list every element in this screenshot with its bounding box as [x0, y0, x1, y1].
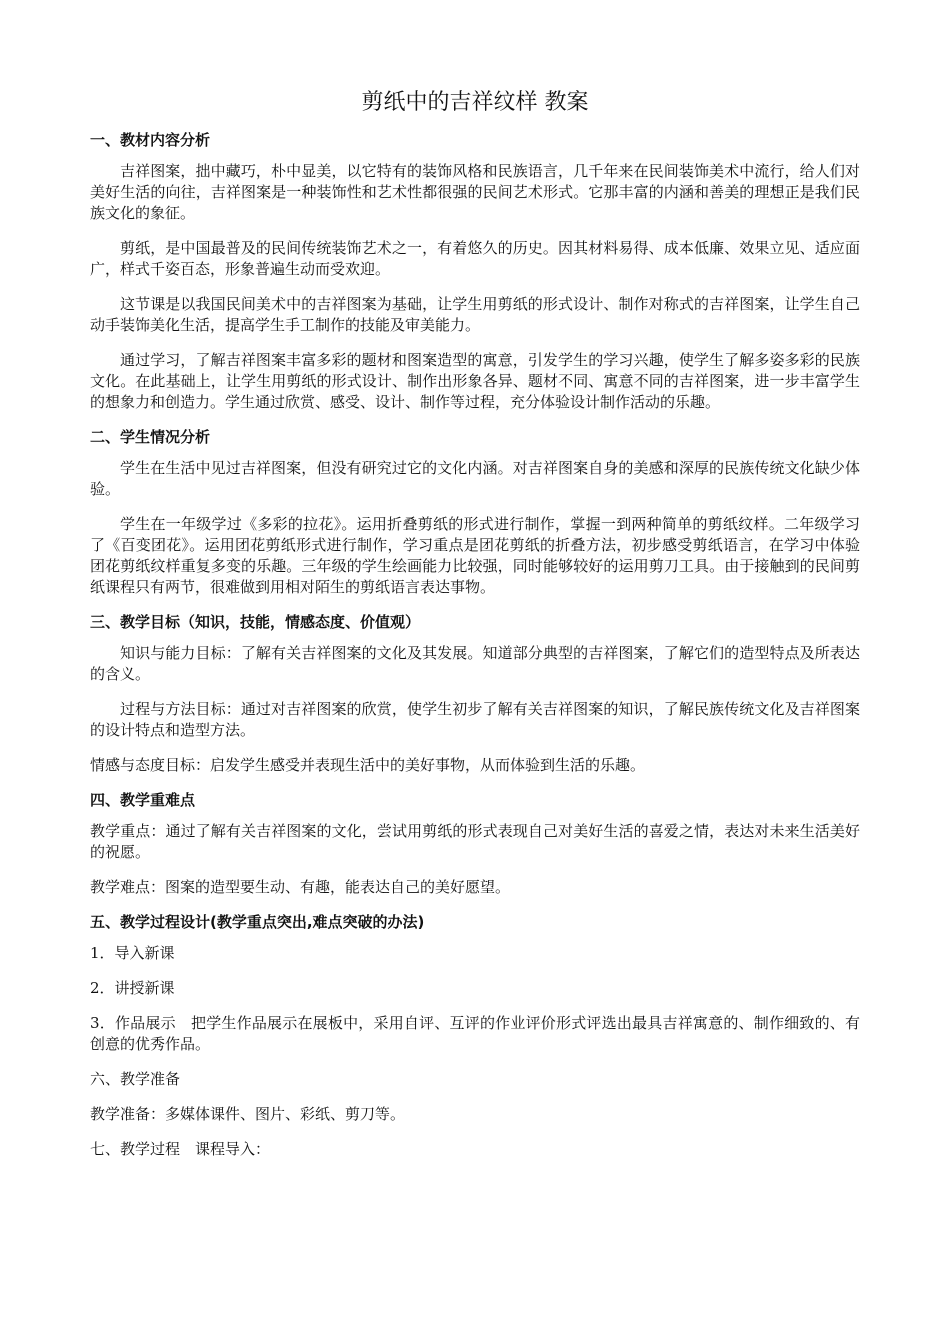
paragraph: 教学准备：多媒体课件、图片、彩纸、剪刀等。	[90, 1105, 406, 1123]
paragraph: 吉祥图案，拙中藏巧，朴中显美，以它特有的装饰风格和民族语言，几千年来在民间装饰美术中流行，给人们对美好生活的向往，吉祥图案是一种装饰性和艺术性都很强的民间艺术形式。它那丰富的内涵和善美的理想正是我们民族文化的象征。	[90, 162, 860, 222]
paragraph: 知识与能力目标：了解有关吉祥图案的文化及其发展。知道部分典型的吉祥图案，了解它们的造型特点及所表达的含义。	[90, 644, 860, 683]
paragraph: 过程与方法目标：通过对吉祥图案的欣赏，使学生初步了解有关吉祥图案的知识，了解民族传统文化及吉祥图案的设计特点和造型方法。	[90, 700, 860, 739]
paragraph: 教学重点：通过了解有关吉祥图案的文化，尝试用剪纸的形式表现自己对美好生活的喜爱之情，表达对未来生活美好的祝愿。	[90, 822, 860, 861]
paragraph: 学生在生活中见过吉祥图案，但没有研究过它的文化内涵。对吉祥图案自身的美感和深厚的民族传统文化缺少体验。	[90, 459, 860, 498]
list-item: 2．讲授新课	[90, 979, 175, 997]
section-heading-key-points: 四、教学重难点	[90, 791, 196, 809]
list-item: 3．作品展示 把学生作品展示在展板中，采用自评、互评的作业评价形式评选出最具吉祥寓意的、制作细致的、有创意的优秀作品。	[90, 1014, 860, 1053]
section-heading-preparation: 六、教学准备	[90, 1070, 181, 1088]
paragraph: 情感与态度目标：启发学生感受并表现生活中的美好事物，从而体验到生活的乐趣。	[90, 756, 646, 774]
section-heading-content-analysis: 一、教材内容分析	[90, 131, 211, 149]
paragraph: 学生在一年级学过《多彩的拉花》。运用折叠剪纸的形式进行制作，掌握一到两种简单的剪纸纹样。二年级学习了《百变团花》。运用团花剪纸形式进行制作，学习重点是团花剪纸的折叠方法，初步感受剪纸语言，在学习中体验团花剪纸纹样重复多变的乐趣。三年级的学生绘画能力比较强，同时能够较好的运用剪刀工具。由于接触到的民间剪纸课程只有两节，很难做到用相对陌生的剪纸语言表达事物。	[90, 515, 860, 596]
section-heading-process-design: 五、教学过程设计(教学重点突出,难点突破的办法)	[90, 913, 425, 931]
paragraph: 通过学习，了解吉祥图案丰富多彩的题材和图案造型的寓意，引发学生的学习兴趣，使学生了解多姿多彩的民族文化。在此基础上，让学生用剪纸的形式设计、制作出形象各异、题材不同、寓意不同的吉祥图案，进一步丰富学生的想象力和创造力。学生通过欣赏、感受、设计、制作等过程，充分体验设计制作活动的乐趣。	[90, 351, 860, 411]
section-heading-student-analysis: 二、学生情况分析	[90, 428, 211, 446]
paragraph: 教学难点：图案的造型要生动、有趣，能表达自己的美好愿望。	[90, 878, 511, 896]
paragraph: 剪纸，是中国最普及的民间传统装饰艺术之一，有着悠久的历史。因其材料易得、成本低廉、效果立见、适应面广，样式千姿百态，形象普遍生动而受欢迎。	[90, 239, 860, 278]
document-page	[90, 88, 860, 1174]
paragraph: 这节课是以我国民间美术中的吉祥图案为基础，让学生用剪纸的形式设计、制作对称式的吉祥图案，让学生自己动手装饰美化生活，提高学生手工制作的技能及审美能力。	[90, 295, 860, 334]
document-title: 剪纸中的吉祥纹样 教案	[361, 90, 589, 115]
list-item: 1．导入新课	[90, 944, 175, 962]
section-heading-teaching-goals: 三、教学目标（知识，技能，情感态度、价值观）	[90, 613, 421, 631]
section-heading-teaching-process: 七、教学过程 课程导入：	[90, 1140, 271, 1158]
